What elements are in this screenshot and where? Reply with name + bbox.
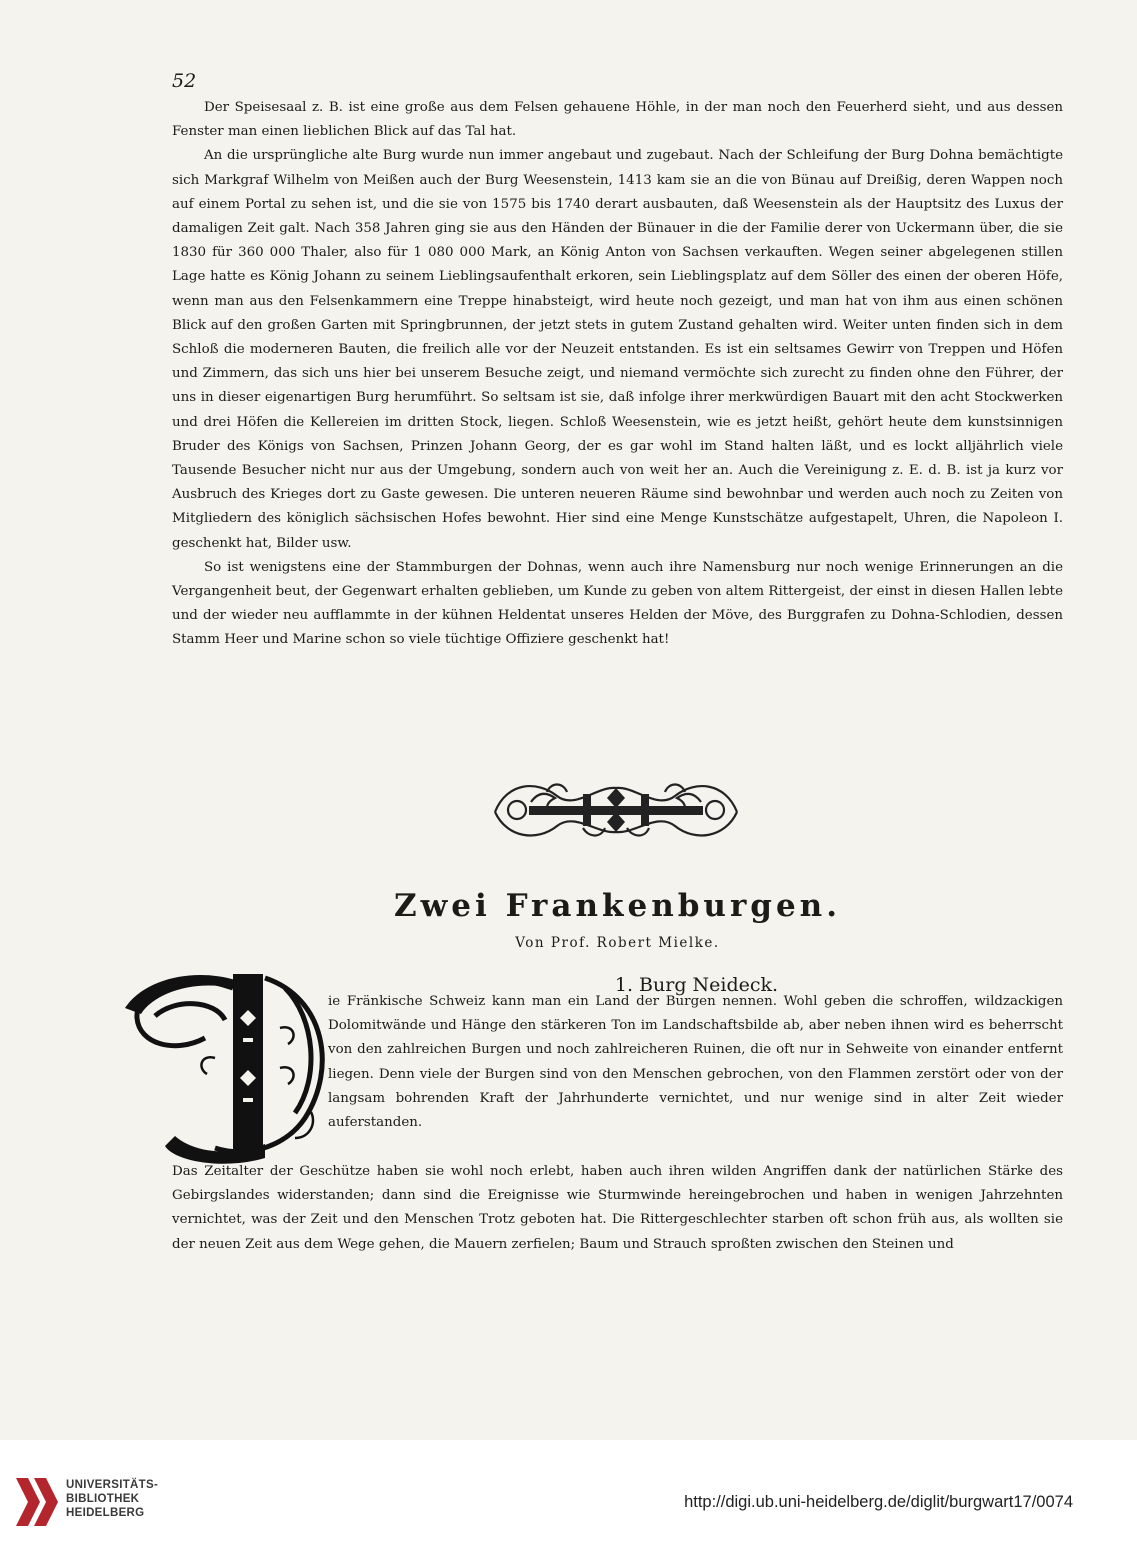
paragraph: Das Zeitalter der Geschütze haben sie wohl noch erlebt, haben auch ihren wilden Angriffen dank der natürlichen Stärke des Gebirgslandes widerstanden; dann sind die Ereignisse wie Sturmwinde hereingebrochen und haben in wenigen Jahrzehnten vernichtet, was der Zeit und den Menschen Trotz geboten hat. Die Rittergeschlechter starben oft schon früh aus, als wollten sie der neuen Zeit aus dem Wege gehen, die Mauern zerfielen; Baum und Strauch sproßten zwischen den Steinen und — [172, 1164, 1063, 1252]
paragraph: Der Speisesaal z. B. ist eine große aus dem Felsen gehauene Höhle, in der man noch den Feuerherd sieht, und aus dessen Fenster man einen lieblichen Blick auf das Tal hat. — [172, 100, 1063, 140]
article-byline: Von Prof. Robert Mielke. — [515, 935, 720, 951]
page-number: 52 — [172, 70, 197, 92]
paragraph: So ist wenigstens eine der Stammburgen der Dohnas, wenn auch ihre Namensburg nur noch wenige Erinnerungen an die Vergangenheit beut, der Gegenwart erhalten geblieben, um Kunde zu geben von altem Rittergeist, der einst in diesen Hallen lebte und der wieder neu aufflammte in der kühnen Heldentat unseres Helden der Möve, des Burggrafen zu Dohna-Schlodien, dessen Stamm Heer und Marine schon so viele tüchtige Offiziere geschenkt hat! — [172, 559, 1063, 648]
source-url-link[interactable]: http://digi.ub.uni-heidelberg.de/diglit/burgwart17/0074 — [684, 1493, 1073, 1511]
article-intro-text — [328, 990, 1063, 1135]
institution-line: UNIVERSITÄTS- — [66, 1479, 159, 1491]
paragraph: ie Fränkische Schweiz kann man ein Land der Burgen nennen. Wohl geben die schroffen, wildzackigen Dolomitwände und Hänge den stärkeren Ton im Landschaftsbilde ab, aber neben ihnen wird es beherrscht von den zahlreichen Burgen und noch zahlreicheren Ruinen, die oft nur in Sehweite von einander entfernt liegen. Denn viele der Burgen sind von den Menschen gebrochen, von den Flammen zerstört oder von der langsam bohrenden Kraft der Jahrhunderte vernichtet, und nur wenige sind in alter Zeit wieder auferstanden. — [328, 994, 1063, 1131]
paragraph: An die ursprüngliche alte Burg wurde nun immer angebaut und zugebaut. Nach der Schleifung der Burg Dohna bemächtigte sich Markgraf Wilhelm von Meißen auch der Burg Weesenstein, 1413 kam sie an die von Bünau auf Dreißig, deren Wappen noch auf einem Portal zu sehen ist, und die sie von 1575 bis 1740 derart ausbauten, daß Weesenstein als der Hauptsitz des Luxus der damaligen Zeit galt. Nach 358 Jahren ging sie aus den Händen der Bünauer in die der Familie derer von Uckermann über, die sie 1830 für 360 000 Thaler, also für 1 080 000 Mark, an König Anton von Sachsen verkauften. Wegen seiner abgelegenen stillen Lage hatte es König Johann zu seinem Lieblingsaufenthalt erkoren, sein Lieblingsplatz auf dem Söller des einen der oberen Höfe, wenn man aus den Felsenkammern eine Treppe hinabsteigt, wird heute noch gezeigt, und man hat von ihm aus einen schönen Blick auf den großen Garten mit Springbrunnen, der jetzt stets in gutem Zustand gehalten wird. Weiter unten finden sich in dem Schloß die moderneren Bauten, die freilich alle vor der Neuzeit entstanden. Es ist ein seltsames Gewirr von Treppen und Höfen und Zimmern, das sich uns hier bei unserem Besuche zeigt, und niemand vermöchte sich zurecht zu finden ohne den Führer, der uns in dieser eigenartigen Burg herumführt. So seltsam ist sie, daß infolge ihrer merkwürdigen Bauart mit den acht Stockwerken und drei Höfen die Kellereien im dritten Stock, liegen. Schloß Weesenstein, wie es jetzt heißt, gehört heute dem kunstsinnigen Bruder des Königs von Sachsen, Prinzen Johann Georg, der es gar wohl im Stand halten läßt, und es lockt alljährlich viele Tausende Besucher nicht nur aus der Umgebung, sondern auch von weit her an. Auch die Vereinigung z. E. d. B. ist ja kurz vor Ausbruch des Krieges dort zu Gaste gewesen. Die unteren neueren Räume sind bewohnbar und werden auch noch zu Zeiten von Mitgliedern des königlich sächsischen Hofes bewohnt. Hier sind eine Menge Kunstschätze aufgestapelt, Uhren, die Napoleon I. geschenkt hat, Bilder usw. — [172, 148, 1063, 551]
ornament-vignette-icon — [487, 772, 745, 848]
article-continuation-text — [172, 1160, 1063, 1257]
institution-line: BIBLIOTHEK — [66, 1493, 140, 1505]
section-heading: 1. Burg Neideck. — [614, 974, 779, 996]
article-title: Zwei Frankenburgen. — [393, 888, 842, 924]
decorative-initial-d-icon — [115, 958, 337, 1168]
university-logo-icon — [10, 1474, 60, 1530]
institution-name — [66, 1478, 158, 1520]
section-weesenstein-text — [172, 96, 1063, 653]
institution-line: HEIDELBERG — [66, 1507, 145, 1519]
